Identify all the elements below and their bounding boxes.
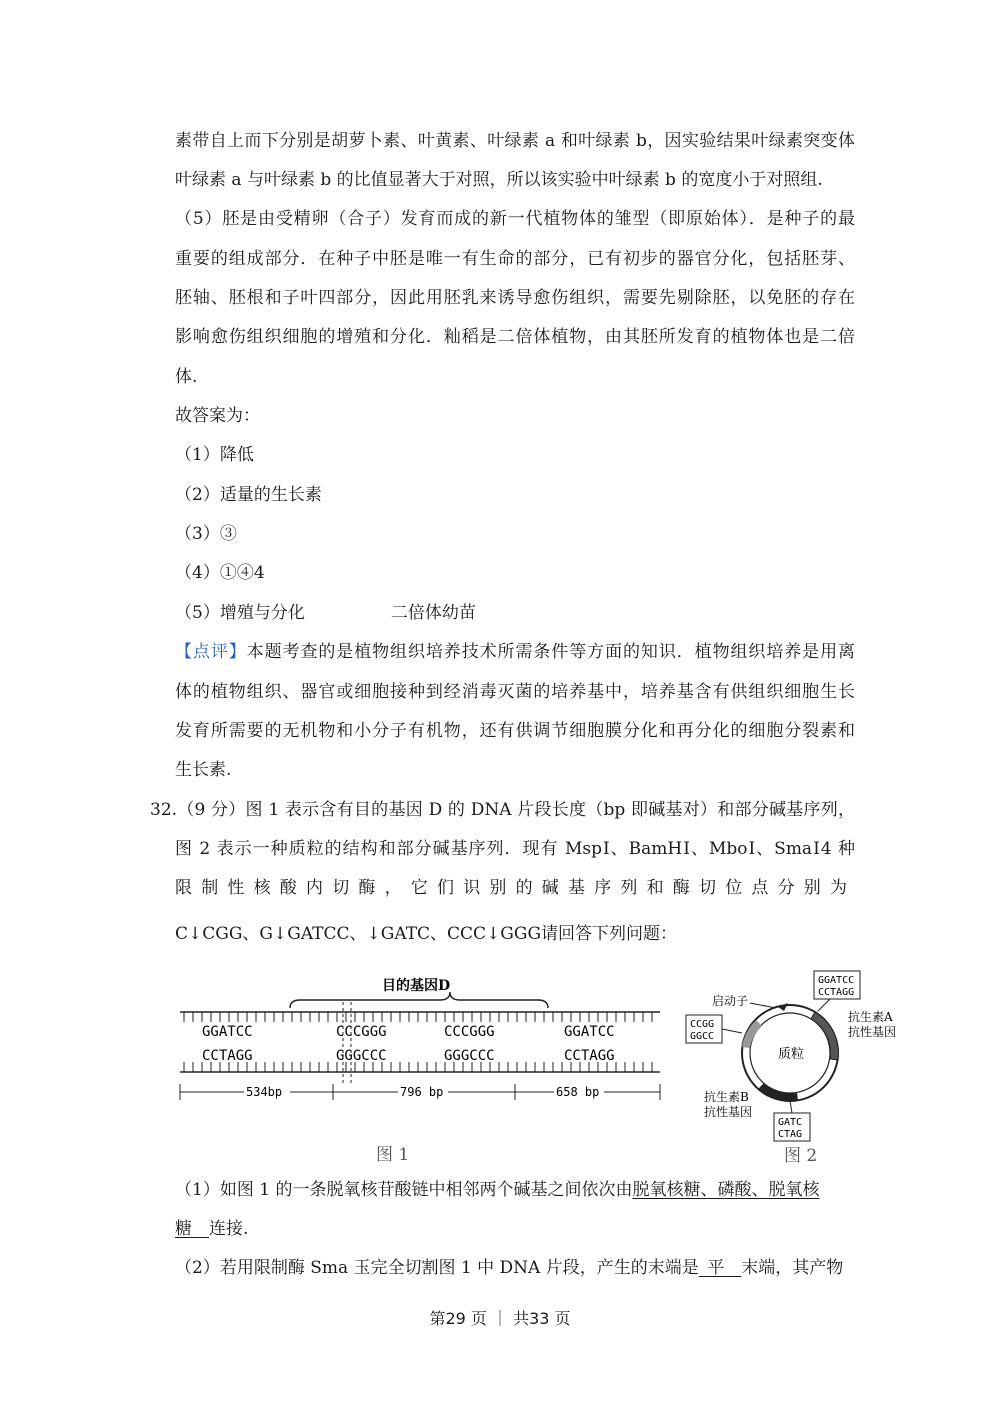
question-32-line: 图 2 表示一种质粒的结构和部分碱基序列．现有 MspⅠ、BamHⅠ、MboⅠ、SmaⅠ4 种 bbox=[175, 839, 855, 859]
answer-item-right: 二倍体幼苗 bbox=[390, 603, 476, 623]
question-32-line: 32.（9 分）图 1 表示含有目的基因 D 的 DNA 片段长度（bp 即碱基对）和部分碱基序列， bbox=[150, 800, 855, 820]
length-534: 534bp bbox=[246, 1085, 283, 1099]
answer-item: （2）适量的生长素 bbox=[175, 485, 322, 505]
answer-item: （1）降低 bbox=[175, 445, 254, 465]
bottom-seq-1: CCTAGG bbox=[202, 1048, 253, 1064]
bottom-seq-2: GGGCCC bbox=[336, 1048, 387, 1064]
review-tag: 【点评】 bbox=[175, 642, 247, 662]
answer-item bbox=[175, 601, 855, 625]
paragraph-line: 素带自上而下分别是胡萝卜素、叶黄素、叶绿素 a 和叶绿素 b，因实验结果叶绿素突变体 bbox=[175, 131, 855, 151]
top-seq-3: CCCGGG bbox=[444, 1024, 495, 1040]
site-top-seq-1: GGATCC bbox=[818, 975, 855, 986]
figure-2-caption: 图 2 bbox=[784, 1146, 818, 1166]
sub-question-1-tail: 连接. bbox=[209, 1219, 249, 1239]
promoter-label: 启动子 bbox=[712, 994, 749, 1008]
resistance-b-label-2: 抗性基因 bbox=[704, 1105, 753, 1119]
answer-item: （3）③ bbox=[175, 524, 237, 544]
review-line bbox=[175, 640, 855, 664]
paragraph-line: 重要的组成部分．在种子中胚是唯一有生命的部分，已有初步的器官分化，包括胚芽、 bbox=[175, 249, 855, 269]
answer-item-left: （5）增殖与分化 bbox=[175, 603, 305, 623]
review-line: 发育所需要的无机物和小分子有机物，还有供调节细胞膜分化和再分化的细胞分裂素和 bbox=[175, 721, 855, 741]
sub-question-2-tail: 末端，其产物 bbox=[741, 1258, 844, 1278]
sub-question-2-text: （2）若用限制酶 Sma 玉完全切割图 1 中 DNA 片段，产生的末端是 bbox=[175, 1258, 699, 1278]
site-bottom-seq-2: CTAG bbox=[778, 1129, 803, 1140]
question-32-line: C↓CGG、G↓GATCC、↓GATC、CCC↓GGG请回答下列问题： bbox=[175, 924, 678, 944]
sub-question-1-text: （1）如图 1 的一条脱氧核苷酸链中相邻两个碱基之间依次由 bbox=[175, 1180, 633, 1200]
resistance-b-label-1: 抗生素B bbox=[704, 1090, 749, 1104]
paragraph-line: 叶绿素 a 与叶绿素 b 的比值显著大于对照，所以该实验中叶绿素 b 的宽度小于对照组. bbox=[175, 170, 823, 190]
sub-question-1-answer: 脱氧核糖、磷酸、脱氧核 bbox=[632, 1180, 820, 1200]
figure-2-plasmid bbox=[680, 965, 915, 1170]
top-seq-4: GGATCC bbox=[564, 1024, 615, 1040]
site-top-seq-2: CCTAGG bbox=[818, 987, 855, 998]
paragraph-line: 影响愈伤组织细胞的增殖和分化．籼稻是二倍体植物，由其胚所发育的植物体也是二倍 bbox=[175, 327, 855, 347]
top-seq-1: GGATCC bbox=[202, 1024, 253, 1040]
answer-heading: 故答案为： bbox=[175, 406, 260, 426]
bottom-seq-4: CCTAGG bbox=[564, 1048, 615, 1064]
gene-d-label: 目的基因D bbox=[382, 978, 451, 994]
site-bottom-seq-1: GATC bbox=[778, 1117, 803, 1128]
paragraph-line: 胚轴、胚根和子叶四部分，因此用胚乳来诱导愈伤组织，需要先剔除胚，以免胚的存在 bbox=[175, 288, 855, 308]
figure-1-dna-fragment bbox=[170, 972, 670, 1172]
paragraph-line: 体. bbox=[175, 367, 198, 387]
resistance-a-label-1: 抗生素A bbox=[848, 1010, 893, 1024]
bottom-seq-3: GGGCCC bbox=[444, 1048, 495, 1064]
length-658: 658 bp bbox=[556, 1085, 600, 1099]
site-left-seq-1: CCGG bbox=[690, 1019, 715, 1030]
sub-question-1-answer-cont: 糖 bbox=[175, 1219, 192, 1239]
sub-question-2-answer: 平 bbox=[707, 1258, 725, 1278]
answer-item: （4）①④4 bbox=[175, 563, 265, 583]
sub-question-1-line bbox=[175, 1178, 855, 1202]
review-line: 体的植物组织、器官或细胞接种到经消毒灭菌的培养基中，培养基含有供组织细胞生长 bbox=[175, 682, 855, 702]
review-text: 本题考查的是植物组织培养技术所需条件等方面的知识．植物组织培养是用离 bbox=[246, 642, 856, 662]
figure-1-caption: 图 1 bbox=[376, 1145, 410, 1165]
resistance-a-label-2: 抗性基因 bbox=[848, 1025, 897, 1039]
sub-question-1-line bbox=[175, 1217, 855, 1241]
top-seq-2: CCCGGG bbox=[336, 1024, 387, 1040]
site-left-seq-2: GGCC bbox=[690, 1031, 715, 1042]
length-796: 796 bp bbox=[400, 1085, 444, 1099]
question-32-line: 限制性核酸内切酶，它们识别的碱基序列和酶切位点分别为 bbox=[175, 878, 855, 898]
paragraph-line: （5）胚是由受精卵（合子）发育而成的新一代植物体的雏型（即原始体）．是种子的最 bbox=[175, 209, 855, 229]
page-footer: 第29 页 ｜ 共33 页 bbox=[429, 1309, 571, 1328]
review-line: 生长素. bbox=[175, 760, 232, 780]
sub-question-2-line bbox=[175, 1256, 855, 1280]
plasmid-label: 质粒 bbox=[778, 1047, 805, 1062]
